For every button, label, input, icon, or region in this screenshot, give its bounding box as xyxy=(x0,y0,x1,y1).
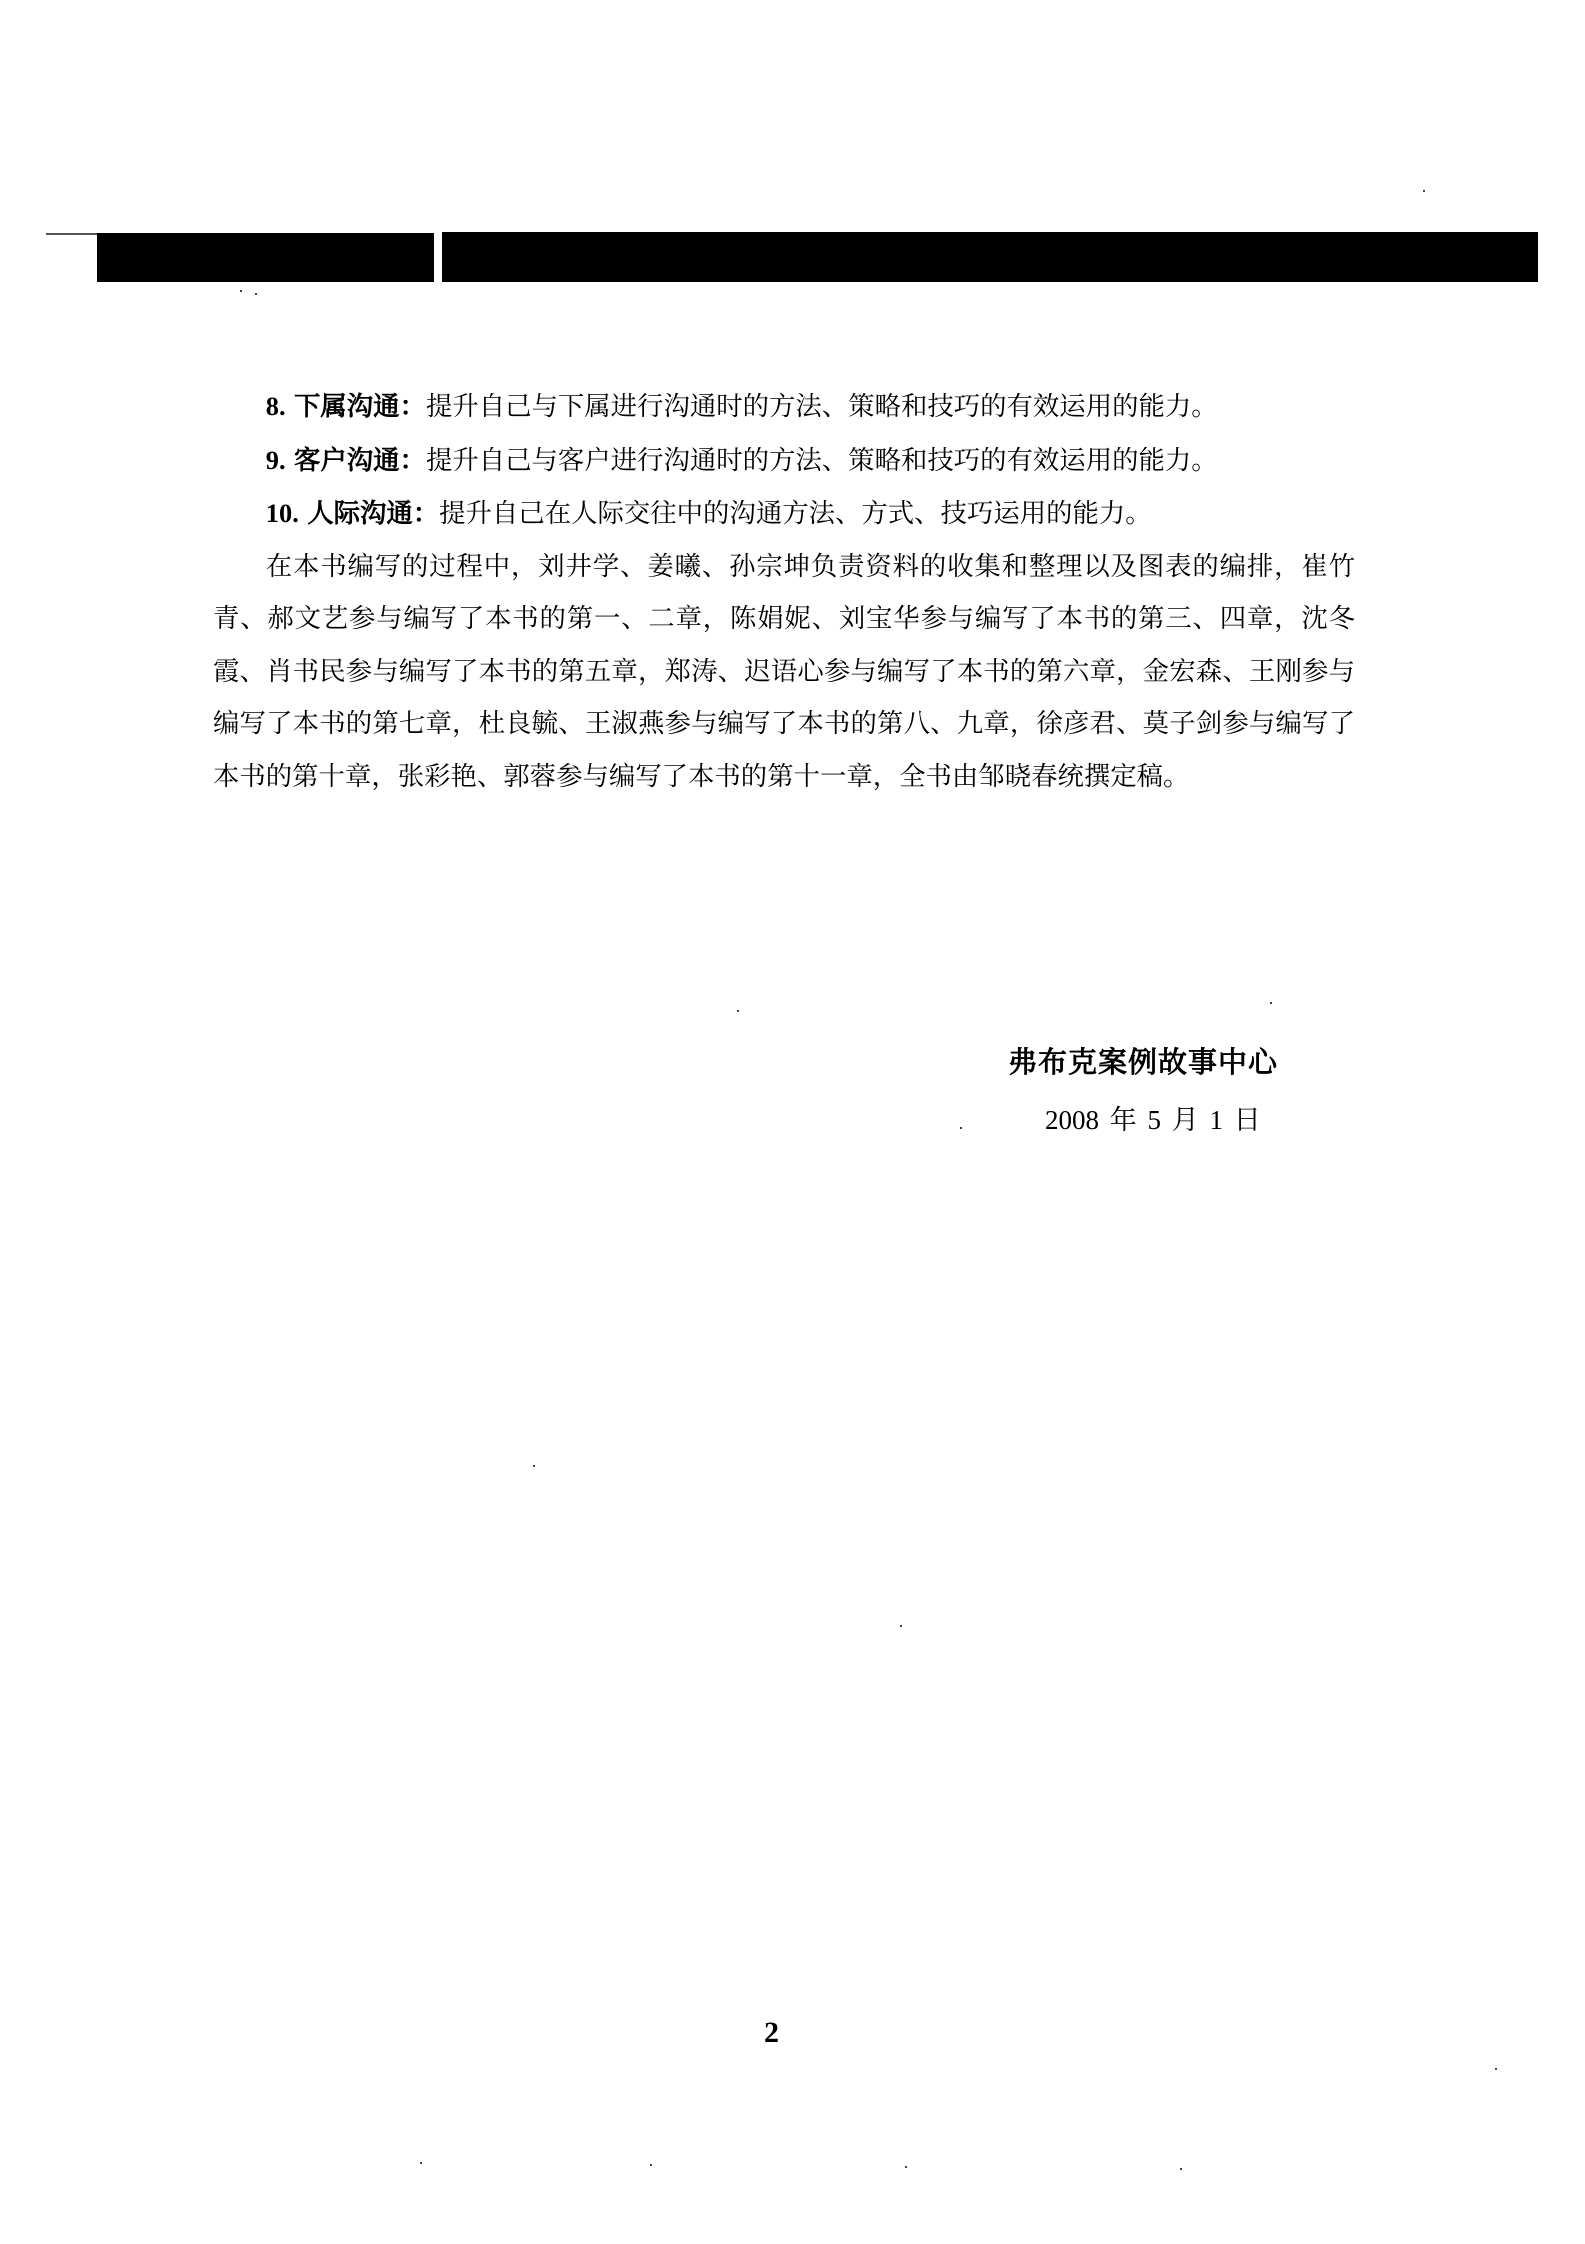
item-text: 提升自己与下属进行沟通时的方法、策略和技巧的有效运用的能力。 xyxy=(425,391,1218,422)
page-number: 2 xyxy=(764,2016,779,2049)
list-item-9 xyxy=(213,434,1355,488)
list-item-8 xyxy=(213,380,1355,434)
scan-speck xyxy=(900,1625,902,1627)
acknowledgement-paragraph: 在本书编写的过程中，刘井学、姜曦、孙宗坤负责资料的收集和整理以及图表的编排，崔竹青、郝文艺参与编写了本书的第一、二章，陈娟妮、刘宝华参与编写了本书的第三、四章，沈冬霞、肖书民参与编写了本书的第五章，郑涛、迟语心参与编写了本书的第六章，金宏森、王刚参与编写了本书的第七章，杜良毓、王淑燕参与编写了本书的第八、九章，徐彦君、莫子剑参与编写了本书的第十章，张彩艳、郭蓉参与编写了本书的第十一章，全书由邹晓春统撰定稿。 xyxy=(213,550,1355,792)
signature-organization: 弗布克案例故事中心 xyxy=(1008,1045,1279,1079)
scan-speck xyxy=(650,2164,652,2166)
scan-speck xyxy=(960,1127,962,1129)
scan-speck xyxy=(1495,2068,1497,2070)
scan-speck xyxy=(255,293,257,295)
scan-speck xyxy=(737,1010,739,1012)
header-bar-left xyxy=(97,233,434,282)
scan-speck xyxy=(533,1465,535,1467)
item-number: 8. xyxy=(265,391,286,421)
item-title: 下属沟通： xyxy=(293,391,426,422)
scan-speck xyxy=(1423,190,1425,192)
item-title: 客户沟通： xyxy=(293,444,426,476)
scan-speck xyxy=(905,2166,907,2168)
scan-speck xyxy=(1180,2168,1182,2170)
scan-speck xyxy=(1270,1002,1272,1004)
item-text: 提升自己在人际交往中的沟通方法、方式、技巧运用的能力。 xyxy=(439,498,1152,529)
item-title: 人际沟通： xyxy=(307,498,440,529)
header-bar-right xyxy=(442,232,1538,282)
signature-date: 2008 年 5 月 1 日 xyxy=(1045,1105,1261,1135)
item-text: 提升自己与客户进行沟通时的方法、策略和技巧的有效运用的能力。 xyxy=(425,444,1218,476)
scan-speck xyxy=(240,290,242,292)
item-number: 9. xyxy=(265,444,286,475)
header-hairline xyxy=(46,233,98,235)
scan-speck xyxy=(420,2162,422,2164)
item-number: 10. xyxy=(265,498,299,528)
list-item-10 xyxy=(213,487,1355,541)
body-text xyxy=(213,380,1355,803)
header-band xyxy=(0,0,1585,320)
